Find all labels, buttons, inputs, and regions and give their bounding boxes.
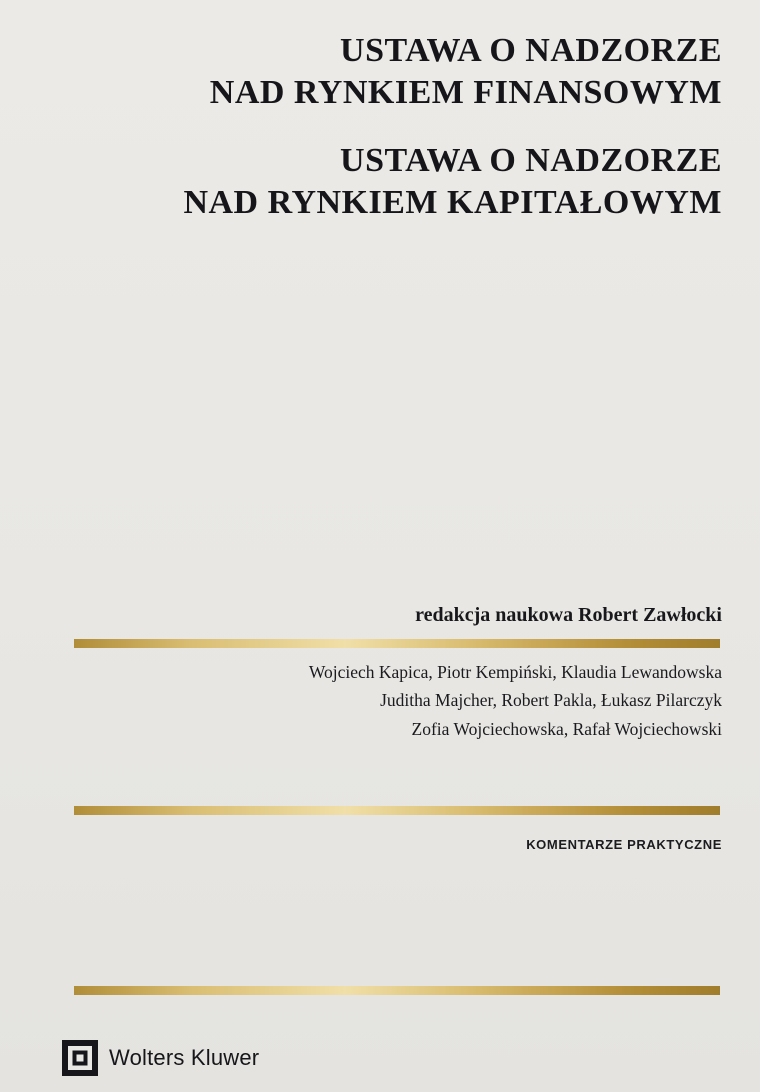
title-line: USTAWA O NADZORZE xyxy=(340,142,722,180)
wolters-kluwer-mark-icon xyxy=(62,1040,98,1076)
series-label: KOMENTARZE PRAKTYCZNE xyxy=(526,837,722,852)
gold-divider-top xyxy=(74,639,720,648)
gold-divider-bottom xyxy=(74,986,720,995)
publisher-name: Wolters Kluwer xyxy=(109,1045,260,1070)
publisher-logo xyxy=(62,1040,259,1076)
author-line: Zofia Wojciechowska, Rafał Wojciechowski xyxy=(411,718,722,739)
title-line: USTAWA O NADZORZE xyxy=(340,32,722,69)
title-line: NAD RYNKIEM KAPITAŁOWYM xyxy=(183,184,722,222)
author-line: Juditha Majcher, Robert Pakla, Łukasz Pilarczyk xyxy=(380,690,722,711)
authors-list xyxy=(309,658,722,743)
title-group-primary xyxy=(40,30,722,114)
title-line: NAD RYNKIEM FINANSOWYM xyxy=(209,74,722,112)
editor-credit: redakcja naukowa Robert Zawłocki xyxy=(415,604,722,626)
gold-divider-middle xyxy=(74,806,720,815)
title-block xyxy=(40,30,722,225)
author-line: Wojciech Kapica, Piotr Kempiński, Klaudia Lewandowska xyxy=(308,662,722,682)
title-group-secondary xyxy=(40,140,722,224)
